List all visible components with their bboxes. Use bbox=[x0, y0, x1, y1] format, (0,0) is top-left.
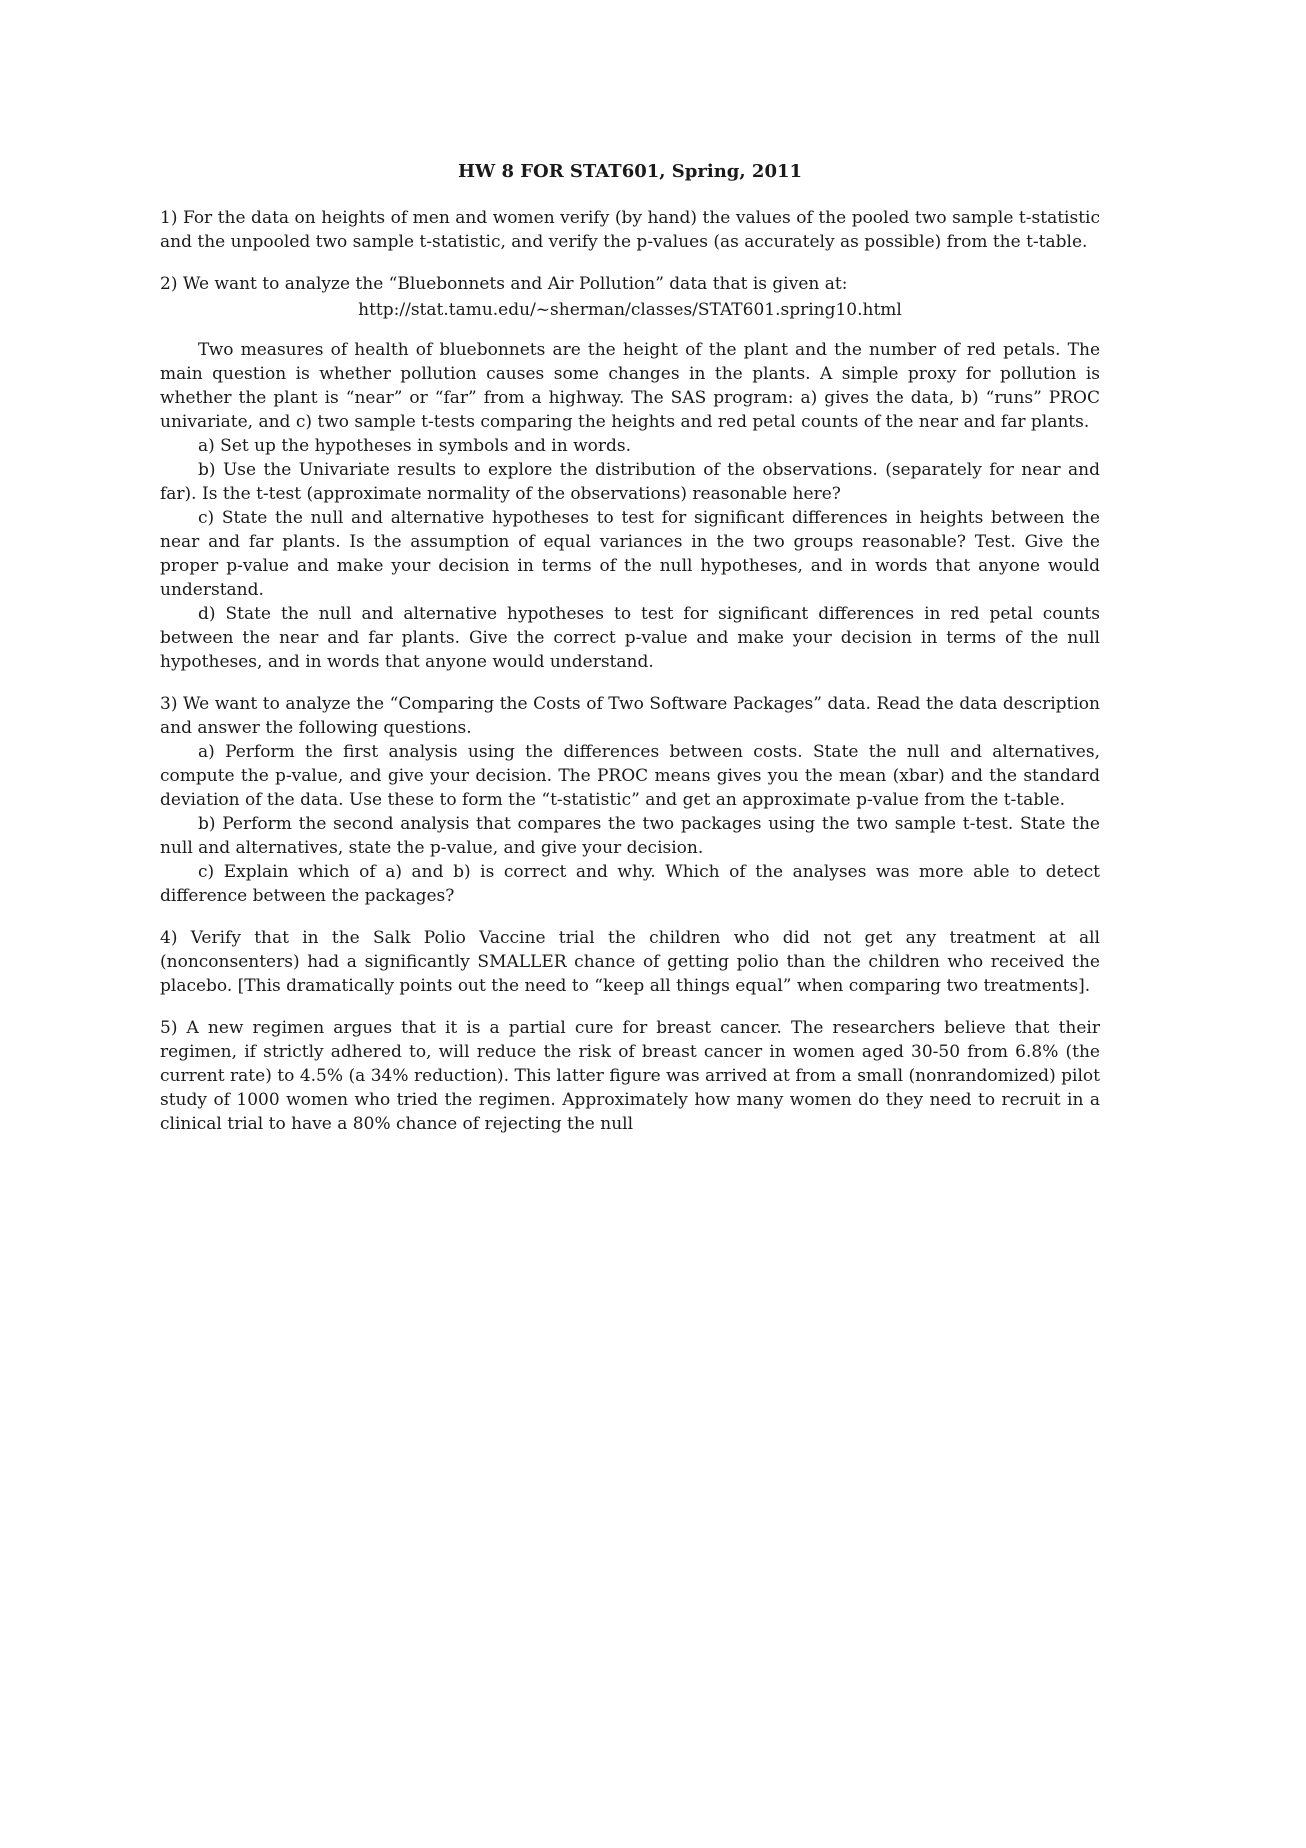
problem-2-intro: Two measures of health of bluebonnets are the height of the plant and the number of red petals. The main question is whether pollution causes some changes in the plants. A simple proxy for pollution is whether the plant is “near” or “far” from a highway. The SAS program: a) gives the data, b) “runs” PROC univariate, and c) two sample t-tests comparing the heights and red petal counts of the near and far plants. bbox=[160, 340, 1100, 432]
data-url: http://stat.tamu.edu/~sherman/classes/STAT601.spring10.html bbox=[358, 300, 902, 320]
problem-1 bbox=[160, 206, 1100, 254]
problem-2 bbox=[160, 272, 1100, 674]
problem-3-part-b: b) Perform the second analysis that compares the two packages using the two sample t-test. State the null and alternatives, state the p-value, and give your decision. bbox=[160, 814, 1100, 858]
problem-3-text: 3) We want to analyze the “Comparing the Costs of Two Software Packages” data. Read the data description and answer the following questions. bbox=[160, 694, 1100, 738]
problem-2-part-b: b) Use the Univariate results to explore the distribution of the observations. (separately for near and far). Is the t-test (approximate normality of the observations) reasonable here? bbox=[160, 460, 1100, 504]
problem-3-part-c: c) Explain which of a) and b) is correct and why. Which of the analyses was more able to detect difference between the packages? bbox=[160, 862, 1100, 906]
page-title: HW 8 FOR STAT601, Spring, 2011 bbox=[457, 161, 803, 182]
problem-5 bbox=[160, 1016, 1100, 1136]
problem-2-part-c: c) State the null and alternative hypotheses to test for significant differences in heights between the near and far plants. Is the assumption of equal variances in the two groups reasonable? Test. Give the proper p-value and make your decision in terms of the null hypotheses, and in words that anyone would understand. bbox=[160, 508, 1100, 600]
homework-page bbox=[160, 160, 1100, 1154]
problem-4 bbox=[160, 926, 1100, 998]
problem-3-part-a: a) Perform the first analysis using the differences between costs. State the null and alternatives, compute the p-value, and give your decision. The PROC means gives you the mean (xbar) and the standard deviation of the data. Use these to form the “t-statistic” and get an approximate p-value from the t-table. bbox=[160, 742, 1100, 810]
problem-2-text: 2) We want to analyze the “Bluebonnets and Air Pollution” data that is given at: bbox=[160, 274, 848, 294]
problem-5-text: 5) A new regimen argues that it is a partial cure for breast cancer. The researchers believe that their regimen, if strictly adhered to, will reduce the risk of breast cancer in women aged 30-50 from 6.8% (the current rate) to 4.5% (a 34% reduction). This latter figure was arrived at from a small (nonrandomized) pilot study of 1000 women who tried the regimen. Approximately how many women do they need to recruit in a clinical trial to have a 80% chance of rejecting the null bbox=[160, 1018, 1100, 1134]
problem-2-part-a: a) Set up the hypotheses in symbols and in words. bbox=[198, 436, 632, 456]
problem-4-text: 4) Verify that in the Salk Polio Vaccine trial the children who did not get any treatment at all (nonconsenters) had a significantly SMALLER chance of getting polio than the children who received the placebo. [This dramatically points out the need to “keep all things equal” when comparing two treatments]. bbox=[160, 928, 1100, 996]
problem-2-part-d: d) State the null and alternative hypotheses to test for significant differences in red petal counts between the near and far plants. Give the correct p-value and make your decision in terms of the null hypotheses, and in words that anyone would understand. bbox=[160, 604, 1100, 672]
problem-3 bbox=[160, 692, 1100, 908]
problem-1-text: 1) For the data on heights of men and women verify (by hand) the values of the pooled two sample t-statistic and the unpooled two sample t-statistic, and verify the p-values (as accurately as possible) from the t-table. bbox=[160, 208, 1100, 252]
